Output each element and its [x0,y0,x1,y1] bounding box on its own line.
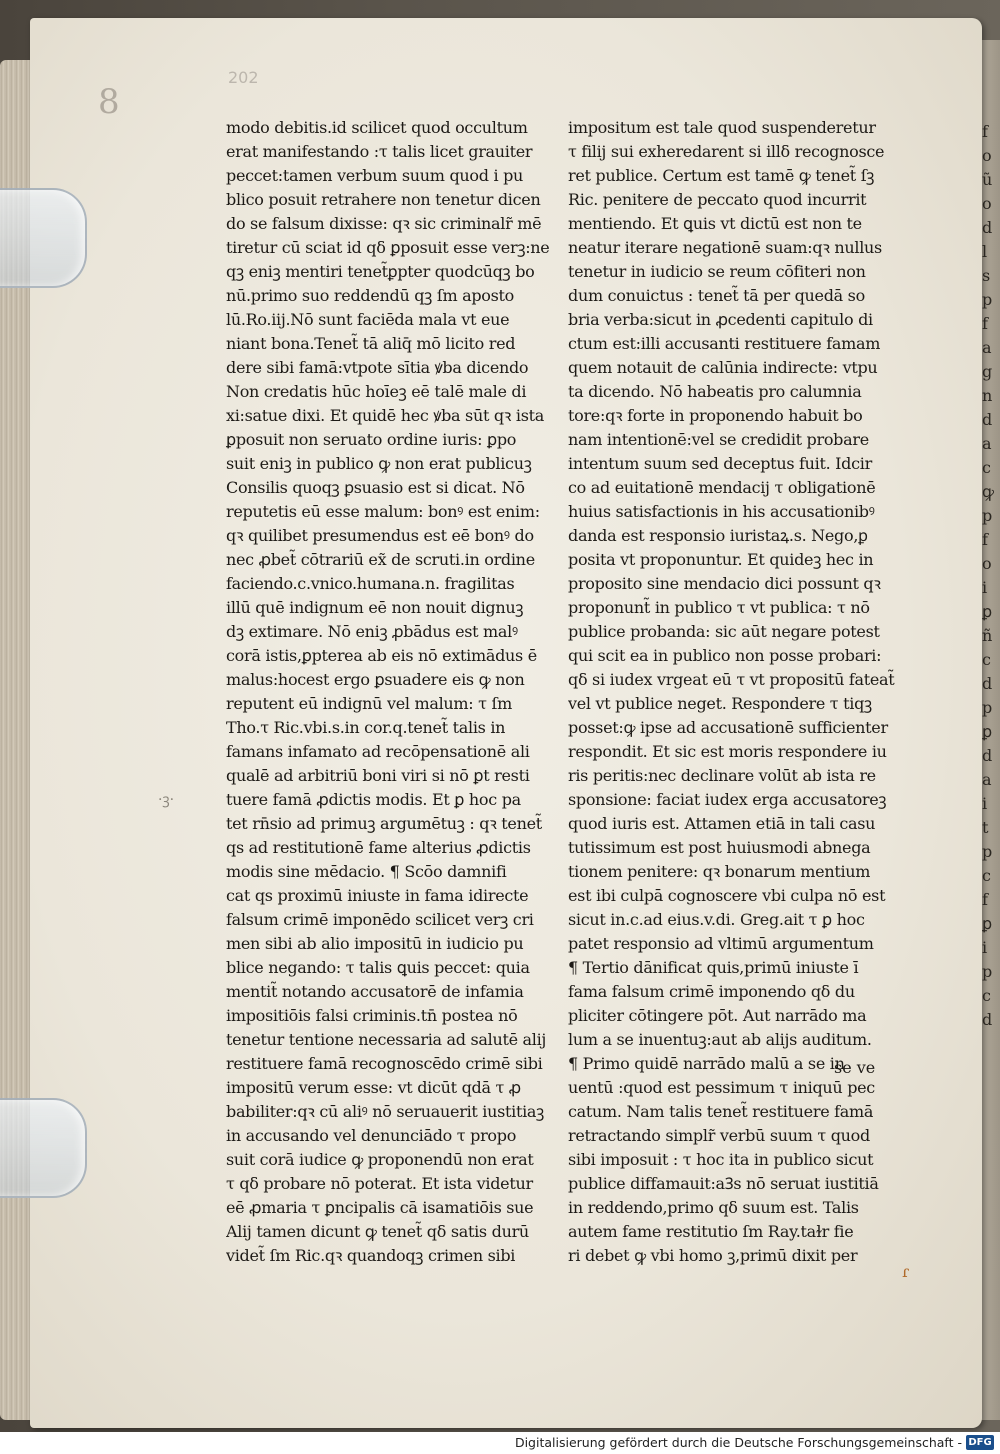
right-column-line: qui scit ea in publico non posse probari: [568,646,882,665]
right-column-line: tionem penitere: qꝛ bonarum mentium [568,862,871,881]
fragment-line: d [982,410,993,429]
fragment-line: o [982,194,992,213]
bottom-book-clip [0,1098,87,1198]
right-column-line: est ibi culpā cognoscere vbi culpa nō est [568,886,886,905]
left-column-line: impositiōis falsi criminis.tn̄ postea nō [226,1006,518,1025]
ink-spot: ɾ [902,1262,910,1281]
fragment-line: f [982,530,988,549]
left-column-line: suit eniꝫ in publico ꝙ non erat publicuꝫ [226,454,532,473]
left-column-line: suit corā iudice ꝙ proponendū non erat [226,1150,534,1169]
left-column-line: in accusando vel denunciādo τ propo [226,1126,517,1145]
fragment-line: s [982,266,991,285]
folio-number: 202 [228,68,259,87]
left-column-line: tenetur tentione necessaria ad salutē alij [226,1030,547,1049]
right-column-line: in reddendo,primo qδ suum est. Talis [568,1198,859,1217]
fragment-line: f [982,890,988,909]
left-column-line: corā istis,ꝑpterea ab eis nō extimādus ē [226,646,537,665]
right-column-line: ctum est:illi accusanti restituere famam [568,334,881,353]
left-column-line: peccet:tamen verbum suum quod i pu [226,166,524,185]
fragment-line: p [982,290,993,309]
right-column-line: ret publice. Certum est tamē ꝙ tenet̃ ſꝫ [568,166,875,185]
right-column-line: quem notauit de calūnia indirecte: vtpu [568,358,878,377]
fragment-line: f [982,122,988,141]
left-column-line: niant bona.Tenet̃ tā aliq̄ mō licito red [226,334,516,353]
right-column-line: posita vt proponuntur. Et quideꝫ hec in [568,550,874,569]
left-column-line: dere sibi famā:vtpote sītia ꝟba dicendo [226,358,529,377]
fragment-line: c [982,650,991,669]
right-column-line: proposito sine mendacio dici possunt qꝛ [568,574,881,593]
left-column-line: mentit̃ notando accusatorē de infamia [226,982,524,1001]
left-column-line: blico posuit retrahere non tenetur dicen [226,190,541,209]
left-column-line: falsum crimē imponēdo scilicet verꝫ cri [226,910,534,929]
left-column-line: tet rn̄sio ad primuꝫ argumētuꝫ : qꝛ tenet̃ [226,814,542,833]
fragment-line: g [982,362,993,381]
fragment-line: d [982,674,993,693]
top-book-clip [0,188,87,288]
right-column-line: tutissimum est post huiusmodi abnega [568,838,871,857]
fragment-line: ꝑ [982,602,993,621]
left-column-line: qualē ad arbitriū boni viri si nō ꝑt resti [226,766,530,785]
fragment-line: ũ [982,170,993,189]
right-text-column [568,116,906,1268]
left-column-line: eē ꝓmaria τ ꝑncipalis cā isamatiōis sue [226,1198,534,1217]
right-column-line: quod iuris est. Attamen etiā in tali casu [568,814,876,833]
fragment-line: p [982,698,993,717]
fragment-line: d [982,746,993,765]
right-column-line: neatur iterare negationē suam:qꝛ nullus [568,238,882,257]
left-column-line: cat qs proximū iniuste in fama idirecte [226,886,529,905]
right-column-line: uentū :quod est pessimum τ iniquū pec [568,1078,875,1097]
left-column-line: qꝛ quilibet presumendus est eē bonꝰ do [226,526,534,545]
right-column-line: respondit. Et sic est moris respondere iu [568,742,887,761]
footer-bar [0,1432,1000,1454]
fragment-line: ꝑ [982,914,993,933]
fragment-line: d [982,1010,993,1029]
fragment-line: c [982,986,991,1005]
fragment-line: p [982,962,993,981]
right-column-line: dum conuictus : tenet̃ tā per quedā so [568,286,865,305]
fragment-line: a [982,770,992,789]
right-column-line: ri debet ꝙ vbi homo ꝫ,primū dixit per [568,1246,858,1265]
left-column-line: reputent eū indignū vel malum: τ ſm [226,694,512,713]
right-column-line: pliciter cōtingere pōt. Aut narrādo ma [568,1006,867,1025]
right-column-line: tore:qꝛ forte in proponendo habuit bo [568,406,863,425]
left-column-line: qs ad restitutionē fame alterius ꝓdictis [226,838,531,857]
right-column-line: ¶ Tertio dānificat quis,primū iniuste ī [568,958,859,977]
right-column-line: sibi imposuit : τ hoc ita in publico sicut [568,1150,874,1169]
right-column-line: sicut in.c.ad eius.v.di. Greg.ait τ ꝑ hoc [568,910,865,929]
right-column-line: sponsione: faciat iudex erga accusatoreꝫ [568,790,887,809]
left-column-line: tuere famā ꝓdictis modis. Et ꝑ hoc pa [226,790,521,809]
right-column-line: qδ si iudex vrgeat eū τ vt propositū fateat̃ [568,670,895,689]
fragment-line: f [982,314,988,333]
left-column-line: famans infamato ad recōpensationē ali [226,742,530,761]
left-column-line: do se falsum dixisse: qꝛ sic criminalr̃ mē [226,214,542,233]
left-column-line: nū.primo suo reddendū qꝫ ſm aposto [226,286,515,305]
left-column-line: τ qδ probare nō poterat. Et ista videtur [226,1174,533,1193]
right-column-line: publice probanda: sic aūt negare potest [568,622,880,641]
fragment-line: n [982,386,993,405]
left-column-line: nec ꝓbet̃ cōtrariū ex̃ de scruti.in ordine [226,550,535,569]
right-column-line: retractando simplr̃ verbū suum τ quod [568,1126,870,1145]
left-column-line: modo debitis.id scilicet quod occultum [226,118,528,137]
fragment-line: ꝙ [982,482,995,501]
fragment-line: ñ [982,626,993,645]
right-column-line: Ric. penitere de peccato quod incurrit [568,190,867,209]
right-column-line: intentum suum sed deceptus fuit. Idcir [568,454,872,473]
left-column-line: reputetis eū esse malum: bonꝰ est enim: [226,502,540,521]
left-column-line: blice negando: τ talis ꝗuis peccet: quia [226,958,530,977]
right-column-line: ¶ Primo quidē narrādo malū a se in [568,1054,845,1073]
left-column-line: ꝑposuit non seruato ordine iuris: ꝑpo [226,430,517,449]
fragment-line: i [982,578,988,597]
right-column-line: vel vt publice neget. Respondere τ tiqꝫ [568,694,872,713]
funding-credit: Digitalisierung gefördert durch die Deutsche Forschungsgemeinschaft - [514,1435,962,1450]
fragment-line: c [982,866,991,885]
right-column-line: impositum est tale quod suspenderetur [568,118,876,137]
left-column-line: erat manifestando :τ talis licet grauiter [226,142,533,161]
left-column-line: videt̃ ſm Ric.qꝛ quandoqꝫ crimen sibi [226,1246,516,1265]
fragment-line: ꝑ [982,722,993,741]
right-column-line: lum a se inuentuꝫ:aut ab alijs auditum. [568,1030,872,1049]
right-column-line: τ filij sui exheredarent si illδ recognosce [568,142,885,161]
right-column-line: publice diffamauit:aꝪs nō seruat iustitiā [568,1174,879,1193]
right-column-line: nam intentionē:vel se credidit probare [568,430,869,449]
fragment-line: a [982,434,992,453]
fragment-line: o [982,554,992,573]
right-column-line: proponunt̃ in publico τ vt publica: τ nō [568,598,870,617]
right-column-line: autem fame restitutio ſm Ray.taɫr fie [568,1222,854,1241]
fragment-line: p [982,842,993,861]
left-column-line: dꝫ extimare. Nō eniꝫ ꝓbādus est malꝰ [226,622,518,641]
right-column-line: ris peritis:nec declinare volūt ab ista re [568,766,876,785]
fragment-line: o [982,146,992,165]
pencil-annotation: 8 [98,82,120,122]
left-column-line: xi:satue dixi. Et quidē hec ꝟba sūt qꝛ ista [226,406,544,425]
right-column-line: posset:ꝙ ipse ad accusationē sufficienter [568,718,888,737]
left-column-line: faciendo.c.vnico.humana.n. fragilitas [226,574,515,593]
left-column-line: modis sine mēdacio. ¶ Scōo damnifi [226,862,507,881]
fragment-line: l [982,242,988,261]
right-column-line: catum. Nam talis tenet̃ restituere famā [568,1102,874,1121]
left-column-line: qꝫ eniꝫ mentiri tenet̃ꝑpter quodcūqꝫ bo [226,262,535,281]
margin-mark: ·ꝫ· [158,792,175,808]
left-column-line: illū quē indignum eē non nouit dignuꝫ [226,598,524,617]
dfg-logo: DFG [966,1435,994,1450]
left-column-line: lū.Ro.iij.Nō sunt faciēda mala vt eue [226,310,510,329]
fragment-line: a [982,338,992,357]
right-column-line: bria verba:sicut in ꝓcedenti capitulo di [568,310,873,329]
left-column-line: impositū verum esse: vt dicūt qdā τ ꝓ [226,1078,521,1097]
fragment-line: t [982,818,989,837]
right-column-line: danda est responsio iuristaꝝ.s. Nego,ꝑ [568,526,868,545]
right-column-line: ta dicendo. Nō habeatis pro calumnia [568,382,862,401]
left-column-line: babiliter:qꝛ cū aliꝰ nō seruauerit iustitiaꝫ [226,1102,545,1121]
left-column-line: Non credatis hūc hoīeꝫ eē talē male di [226,382,527,401]
left-column-line: restituere famā recognoscēdo crimē sibi [226,1054,543,1073]
left-column-line: Alij tamen dicunt ꝙ tenet̃ qδ satis durū [226,1222,529,1241]
left-column-line: Consilis quoqꝫ ꝑsuasio est si dicat. Nō [226,478,525,497]
right-column-line: fama falsum crimē imponendo qδ du [568,982,855,1001]
left-column-line: malus:hocest ergo ꝑsuadere eis ꝙ non [226,670,525,689]
right-column-line: tenetur in iudicio se reum cōfiteri non [568,262,866,281]
right-column-line: co ad euitationē mendacij τ obligationē [568,478,876,497]
left-text-column [226,116,556,1268]
right-column-line: mentiendo. Et ꝗuis vt dictū est non te [568,214,862,233]
fragment-line: i [982,938,988,957]
adjacent-page-fragment [982,120,1000,1032]
fragment-line: c [982,458,991,477]
left-column-line: Tho.τ Ric.vbi.s.in cor.q.tenet̃ talis in [226,718,506,737]
left-column-line: tiretur cū sciat id qδ ꝑposuit esse verꝫ:ne [226,238,550,257]
fragment-line: d [982,218,993,237]
fragment-line: i [982,794,988,813]
left-column-line: men sibi ab alio impositū in iudicio pu [226,934,524,953]
right-column-line: huius satisfactionis in his accusationibꝰ [568,502,875,521]
fragment-line: p [982,506,993,525]
catchword: se ve [834,1058,876,1077]
right-column-line: patet responsio ad vltimū argumentum [568,934,874,953]
